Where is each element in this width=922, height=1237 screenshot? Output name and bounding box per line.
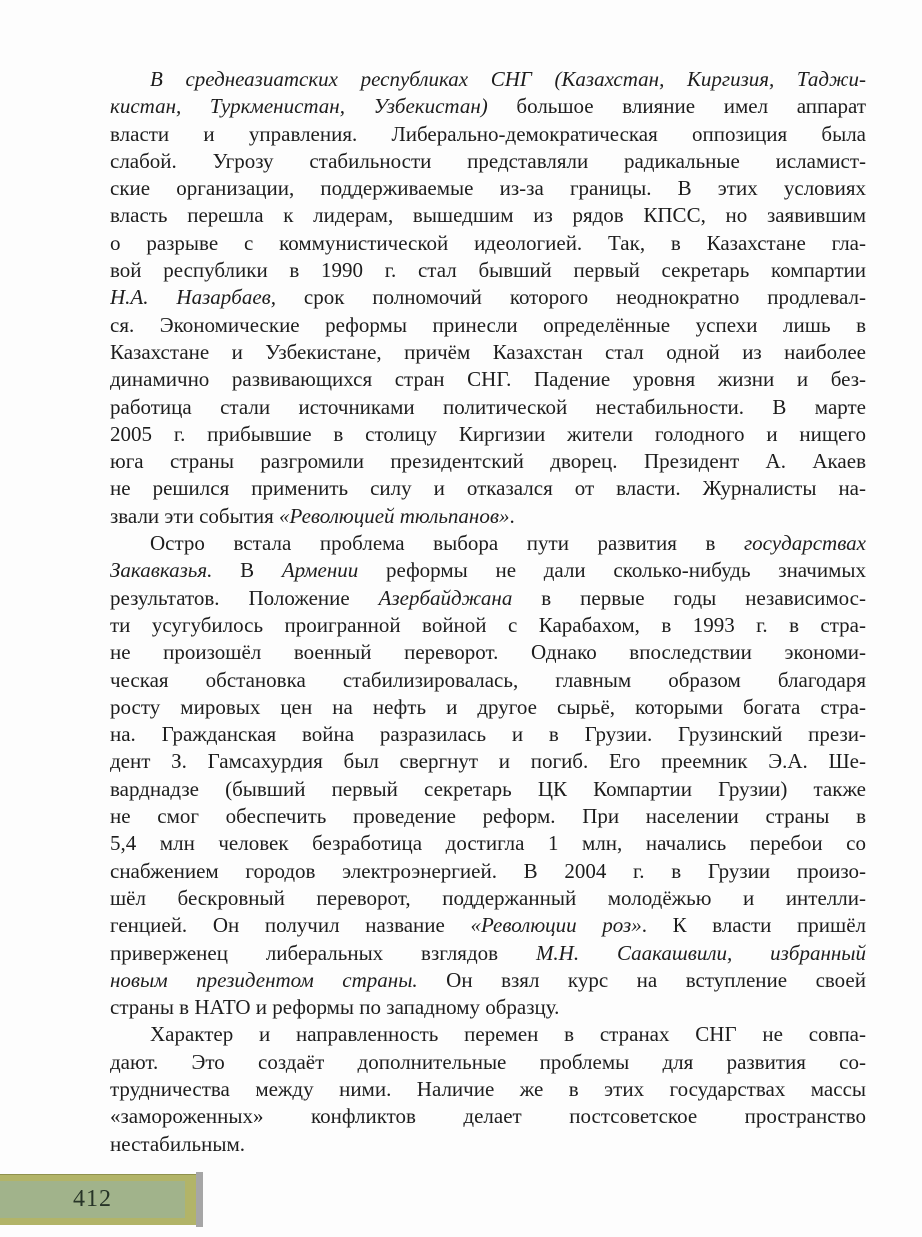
italic-text-segment: В среднеазиатских республиках СНГ (Казахстан, Киргизия, Таджи- (150, 67, 866, 91)
text-segment: страны в НАТО и реформы по западному образцу. (110, 995, 560, 1020)
text-line (110, 858, 866, 885)
text-segment: . (509, 503, 515, 528)
text-segment: росту мировых цен на нефть и другое сырьё, которыми богата стра- (110, 694, 866, 719)
text-segment: слабой. Угрозу стабильности представляли радикальные исламист- (110, 148, 866, 173)
paragraph (110, 530, 866, 1021)
text-line (110, 312, 866, 339)
text-segment: Остро встала проблема выбора пути развития в (150, 531, 744, 556)
italic-text-segment: государствах (743, 531, 866, 556)
text-segment: большое влияние имел аппарат (487, 94, 866, 119)
page-text (110, 66, 866, 1158)
text-line (110, 475, 866, 502)
text-segment: 5,4 млн человек безработица достигла 1 млн, начались перебои со (110, 831, 866, 856)
text-line (110, 1103, 866, 1130)
text-segment: ти усугубилось проигранной войной с Карабахом, в 1993 г. в стра- (110, 612, 866, 637)
text-segment: В (212, 558, 282, 583)
text-line (110, 93, 866, 120)
italic-text-segment: Азербайджана (378, 585, 513, 610)
italic-text-segment: кистан, Туркменистан, Узбекистан) (110, 94, 488, 119)
text-segment: . К власти пришёл (641, 913, 866, 938)
text-segment: срок полномочий которого неоднократно продлевал- (276, 285, 866, 310)
text-segment: трудничества между ними. Наличие же в этих государствах массы (110, 1076, 866, 1101)
italic-text-segment: новым президентом страны. (110, 967, 418, 992)
text-segment: шёл бескровный переворот, поддержанный молодёжью и интелли- (110, 885, 866, 910)
text-line (110, 748, 866, 775)
paragraph (110, 1021, 866, 1157)
text-line (110, 1021, 866, 1048)
text-line (110, 1076, 866, 1103)
text-line (110, 339, 866, 366)
text-segment: результатов. Положение (110, 585, 379, 610)
text-segment: не смог обеспечить проведение реформ. При населении страны в (110, 804, 866, 829)
text-line (110, 1049, 866, 1076)
text-line (110, 148, 866, 175)
text-line (110, 66, 866, 93)
text-segment: вой республики в 1990 г. стал бывший первый секретарь компартии (110, 258, 866, 283)
text-segment: варднадзе (бывший первый секретарь ЦК Компартии Грузии) также (110, 776, 866, 801)
text-segment: снабжением городов электроэнергией. В 2004 г. в Грузии произо- (110, 858, 866, 883)
text-line (110, 667, 866, 694)
paragraph (110, 66, 866, 530)
text-segment: звали эти события (110, 503, 280, 528)
text-segment: динамично развивающихся стран СНГ. Падение уровня жизни и без- (110, 367, 866, 392)
text-segment: нестабильным. (110, 1131, 246, 1156)
text-line (110, 202, 866, 229)
text-line (110, 694, 866, 721)
text-line (110, 585, 866, 612)
text-line (110, 175, 866, 202)
text-segment: ческая обстановка стабилизировалась, главным образом благодаря (110, 667, 866, 692)
text-segment: дают. Это создаёт дополнительные проблемы для развития со- (110, 1049, 866, 1074)
text-segment: ся. Экономические реформы принесли определённые успехи лишь в (110, 312, 866, 337)
text-line (110, 448, 866, 475)
text-line (110, 421, 866, 448)
text-line (110, 639, 866, 666)
page-number: 412 (73, 1186, 112, 1212)
italic-text-segment: «Революции роз» (470, 913, 642, 938)
italic-text-segment: «Революцией тюльпанов» (279, 503, 510, 528)
text-line (110, 994, 866, 1021)
text-line (110, 121, 866, 148)
text-line (110, 830, 866, 857)
text-line (110, 721, 866, 748)
text-segment: «замороженных» конфликтов делает постсоветское пространство (110, 1104, 866, 1129)
text-line (110, 612, 866, 639)
text-segment: власти и управления. Либерально-демократическая оппозиция была (110, 121, 866, 146)
text-segment: приверженец либеральных взглядов (110, 940, 536, 965)
text-segment: Он взял курс на вступление своей (417, 967, 866, 992)
italic-text-segment: Закавказья. (110, 558, 213, 583)
text-line (110, 557, 866, 584)
text-line (110, 230, 866, 257)
text-line (110, 776, 866, 803)
text-line (110, 912, 866, 939)
page-tab-shadow (196, 1172, 203, 1227)
text-line (110, 366, 866, 393)
text-line (110, 940, 866, 967)
text-segment: на. Гражданская война разразилась и в Грузии. Грузинский прези- (110, 722, 866, 747)
text-segment: в первые годы независимос- (512, 585, 866, 610)
text-line (110, 803, 866, 830)
text-segment: не решился применить силу и отказался от власти. Журналисты на- (110, 476, 866, 501)
text-line (110, 284, 866, 311)
text-segment: дент З. Гамсахурдия был свергнут и погиб. Его преемник Э.А. Ше- (110, 749, 866, 774)
text-line (110, 503, 866, 530)
italic-text-segment: Н.А. Назарбаев, (110, 285, 277, 310)
text-segment: 2005 г. прибывшие в столицу Киргизии жители голодного и нищего (110, 421, 866, 446)
text-line (110, 1131, 866, 1158)
page-number-box (0, 1181, 185, 1218)
text-segment: о разрыве с коммунистической идеологией. Так, в Казахстане гла- (110, 230, 866, 255)
text-segment: не произошёл военный переворот. Однако впоследствии экономи- (110, 640, 866, 665)
text-segment: власть перешла к лидерам, вышедшим из рядов КПСС, но заявившим (110, 203, 866, 228)
text-segment: реформы не дали сколько-нибудь значимых (358, 558, 866, 583)
text-line (110, 257, 866, 284)
text-segment: работица стали источниками политической нестабильности. В марте (110, 394, 866, 419)
text-line (110, 967, 866, 994)
italic-text-segment: М.Н. Саакашвили, избранный (535, 940, 866, 965)
text-segment: Характер и направленность перемен в странах СНГ не совпа- (150, 1022, 866, 1047)
text-line (110, 394, 866, 421)
text-line (110, 530, 866, 557)
text-segment: Казахстане и Узбекистане, причём Казахстан стал одной из наиболее (110, 339, 866, 364)
text-line (110, 885, 866, 912)
page-number-tab (0, 1174, 196, 1225)
text-segment: юга страны разгромили президентский дворец. Президент А. Акаев (110, 449, 866, 474)
text-segment: генцией. Он получил название (110, 913, 471, 938)
text-segment: ские организации, поддерживаемые из-за границы. В этих условиях (110, 176, 866, 201)
italic-text-segment: Армении (281, 558, 359, 583)
